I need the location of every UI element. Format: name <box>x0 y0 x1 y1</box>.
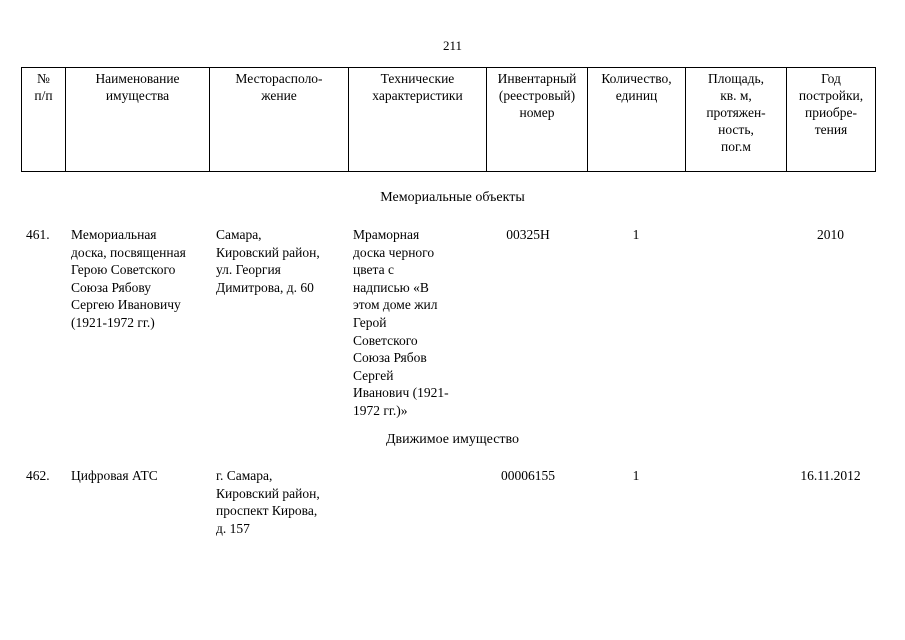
row-num: 462. <box>26 468 50 483</box>
row-year: 16.11.2012 <box>800 468 861 483</box>
header-specs: Технические характеристики <box>349 68 487 172</box>
header-inventory: Инвентарный (реестровый) номер <box>487 68 588 172</box>
header-quantity: Количество, единиц <box>588 68 686 172</box>
section-title-movable: Движимое имущество <box>385 432 520 447</box>
header-num: № п/п <box>22 68 66 172</box>
header-year: Год постройки, приобре- тения <box>787 68 876 172</box>
header-area: Площадь, кв. м, протяжен- ность, пог.м <box>686 68 787 172</box>
header-table <box>21 67 876 172</box>
row-specs: Мраморная доска черного цвета с надписью «В этом доме жил Герой Советского Союза Рябов Сергей Иванович (1921- 1972 гг.)» <box>353 227 449 418</box>
page-number: 211 <box>442 38 463 53</box>
row-name: Цифровая АТС <box>71 468 158 483</box>
section-title-memorial: Мемориальные объекты <box>380 190 525 205</box>
row-year: 2010 <box>817 227 844 242</box>
row-location: Самара, Кировский район, ул. Георгия Димитрова, д. 60 <box>216 227 320 295</box>
row-quantity: 1 <box>632 468 640 483</box>
row-inventory: 00325Н <box>506 227 550 242</box>
header-name: Наименование имущества <box>66 68 210 172</box>
header-location: Месторасполо- жение <box>210 68 349 172</box>
row-name: Мемориальная доска, посвященная Герою Советского Союза Рябову Сергею Ивановичу (1921-1972 гг.) <box>71 227 186 330</box>
row-num: 461. <box>26 227 50 242</box>
row-inventory: 00006155 <box>501 468 555 483</box>
row-location: г. Самара, Кировский район, проспект Кирова, д. 157 <box>216 468 320 536</box>
row-quantity: 1 <box>632 227 640 242</box>
header-row <box>22 68 876 172</box>
